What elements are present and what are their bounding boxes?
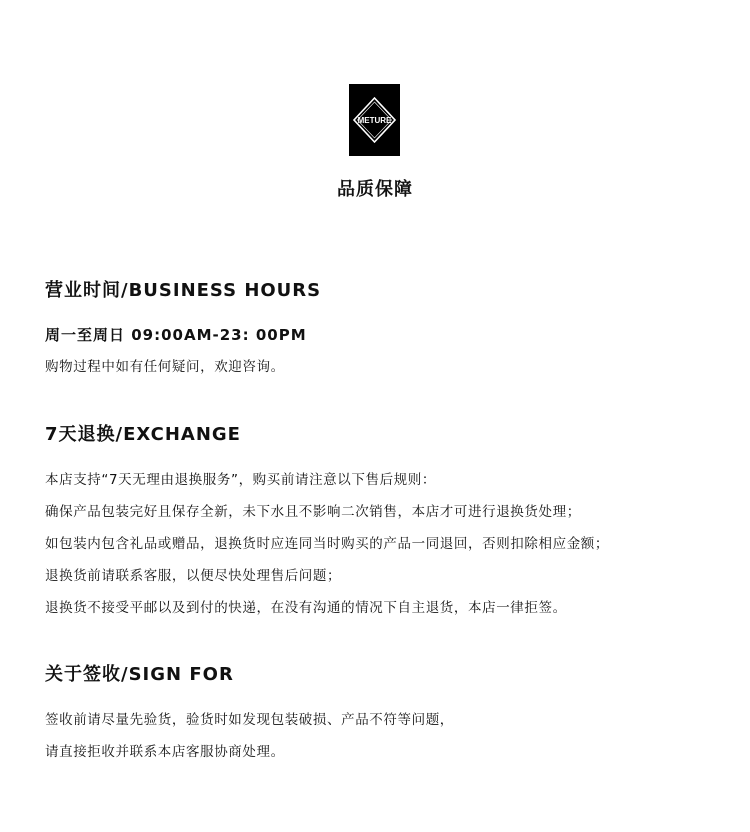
exchange-rule-line: 退换货前请联系客服，以便尽快处理售后问题； [45,568,342,584]
section-heading-exchange: 7天退换/EXCHANGE [45,424,241,445]
brand-logo [349,84,400,156]
exchange-rule-line: 本店支持“7天无理由退换服务”，购买前请注意以下售后规则： [45,472,436,488]
inquiry-text: 购物过程中如有任何疑问，欢迎咨询。 [45,359,285,375]
page-title: 品质保障 [337,179,413,200]
section-heading-sign-for: 关于签收/SIGN FOR [45,664,234,685]
business-hours-text: 周一至周日 09:00AM-23: 00PM [45,326,307,344]
diamond-logo-icon [349,84,400,156]
exchange-rule-line: 如包装内包含礼品或赠品，退换货时应连同当时购买的产品一同退回，否则扣除相应金额； [45,536,609,552]
logo-brand-text: METURE [357,116,392,125]
exchange-rule-line: 退换货不接受平邮以及到付的快递，在没有沟通的情况下自主退货，本店一律拒签。 [45,600,567,616]
sign-for-line: 请直接拒收并联系本店客服协商处理。 [45,744,285,760]
exchange-rule-line: 确保产品包装完好且保存全新，未下水且不影响二次销售，本店才可进行退换货处理； [45,504,581,520]
section-heading-business-hours: 营业时间/BUSINESS HOURS [45,280,322,301]
sign-for-line: 签收前请尽量先验货，验货时如发现包装破损、产品不符等问题， [45,712,454,728]
